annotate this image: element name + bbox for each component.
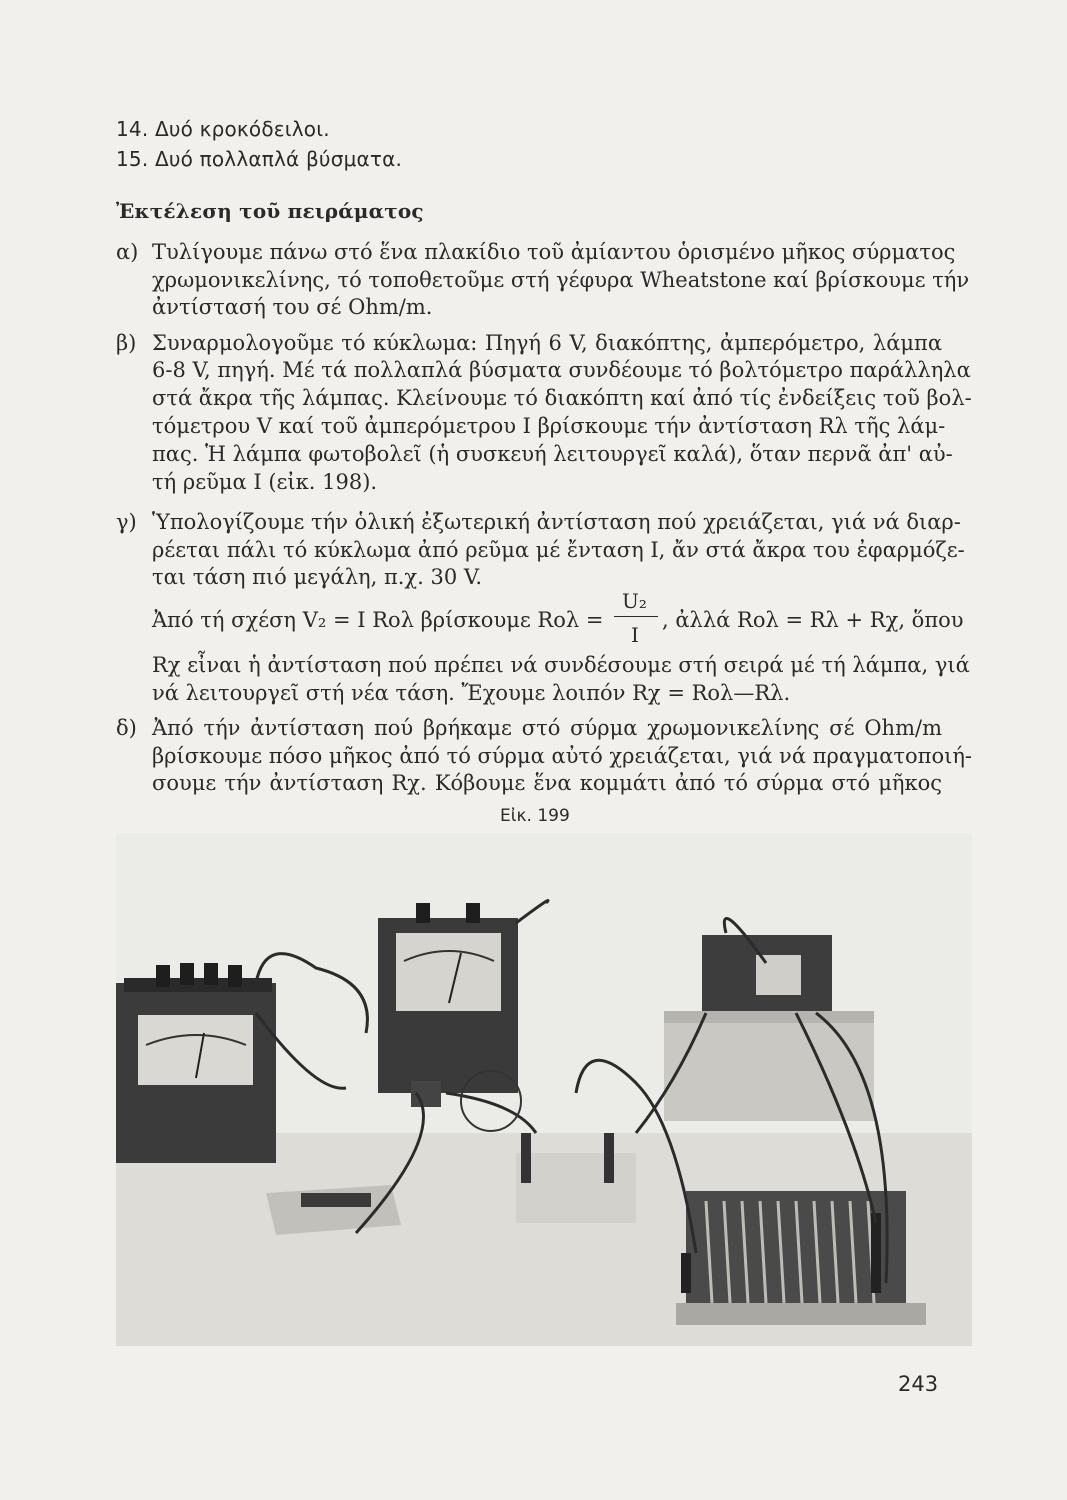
step-d-label: δ) [116,716,137,740]
step-b-line-6: τή ρεῦμα I (εἰκ. 198). [152,470,378,494]
step-d-line-2: βρίσκουμε πόσο μῆκος ἀπό τό σύρμα αὐτό χρειάζεται, γιά νά πραγματοποιή- [152,744,972,768]
step-a-line-2: χρωμονικελίνης, τό τοποθετοῦμε στή γέφυρα Wheatstone καί βρίσκουμε τήν [152,268,970,292]
formula-lead: Ἀπό τή σχέση V₂ = I Rολ βρίσκουμε Rολ = [152,608,604,632]
lab-apparatus-photo [116,833,972,1346]
formula-denominator: I [631,623,639,647]
step-c-line-1: Ὑπολογίζουμε τήν ὁλική ἐξωτερική ἀντίσταση πού χρειάζεται, γιά νά διαρ- [152,510,961,534]
step-a-line-3: ἀντίστασή του σέ Ohm/m. [152,295,433,319]
page-number: 243 [898,1372,939,1396]
step-c-after-2: νά λειτουργεῖ στή νέα τάση. Ἔχουμε λοιπόν Rχ = Rολ—Rλ. [152,681,791,705]
formula-tail: , ἀλλά Rολ = Rλ + Rχ, ὅπου [662,608,964,632]
step-d-line-1: Ἀπό τήν ἀντίσταση πού βρήκαμε στό σύρμα χρωμονικελίνης σέ Ohm/m [152,716,942,740]
step-b-label: β) [116,331,137,355]
material-item-15: 15. Δυό πολλαπλά βύσματα. [116,147,403,171]
step-c-line-3: ται τάση πιό μεγάλη, π.χ. 30 V. [152,565,483,589]
step-b-line-5: πας. Ἡ λάμπα φωτοβολεῖ (ἡ συσκευή λειτουργεῖ καλά), ὅταν περνᾶ ἀπ' αὐ- [152,442,953,466]
step-a-line-1: Τυλίγουμε πάνω στό ἕνα πλακίδιο τοῦ ἀμίαντου ὁρισμένο μῆκος σύρματος [152,240,956,264]
formula-numerator: U₂ [622,589,647,613]
section-heading: Ἐκτέλεση τοῦ πειράματος [116,199,424,223]
step-c-label: γ) [116,510,137,534]
material-item-14: 14. Δυό κροκόδειλοι. [116,117,330,141]
step-b-line-1: Συναρμολογοῦμε τό κύκλωμα: Πηγή 6 V, διακόπτης, ἀμπερόμετρο, λάμπα [152,331,942,355]
step-c-line-2: ρέεται πάλι τό κύκλωμα ἀπό ρεῦμα μέ ἔνταση I, ἄν στά ἄκρα του ἐφαρμόζε- [152,538,965,562]
step-b-line-3: στά ἄκρα τῆς λάμπας. Κλείνουμε τό διακόπτη καί ἀπό τίς ἐνδείξεις τοῦ βολ- [152,386,972,410]
ammeter-middle [378,903,518,1093]
step-c-after-1: Rχ εἶναι ἡ ἀντίσταση πού πρέπει νά συνδέσουμε στή σειρά μέ τή λάμπα, γιά [152,653,970,677]
step-b-line-2: 6-8 V, πηγή. Μέ τά πολλαπλά βύσματα συνδέουμε τό βολτόμετρο παράλληλα [152,358,971,382]
figure-photo [116,833,972,1346]
fraction-bar [614,616,658,617]
voltmeter-left [116,963,276,1163]
step-d-line-3: σουμε τήν ἀντίσταση Rχ. Κόβουμε ἕνα κομμάτι ἀπό τό σύρμα στό μῆκος [152,771,942,795]
figure-caption: Εἰκ. 199 [500,806,570,826]
step-a-label: α) [116,240,139,264]
step-b-line-4: τόμετρου V καί τοῦ ἀμπερόμετρου I βρίσκουμε τήν ἀντίσταση Rλ τῆς λάμ- [152,414,946,438]
wire-resistor [676,1191,926,1325]
